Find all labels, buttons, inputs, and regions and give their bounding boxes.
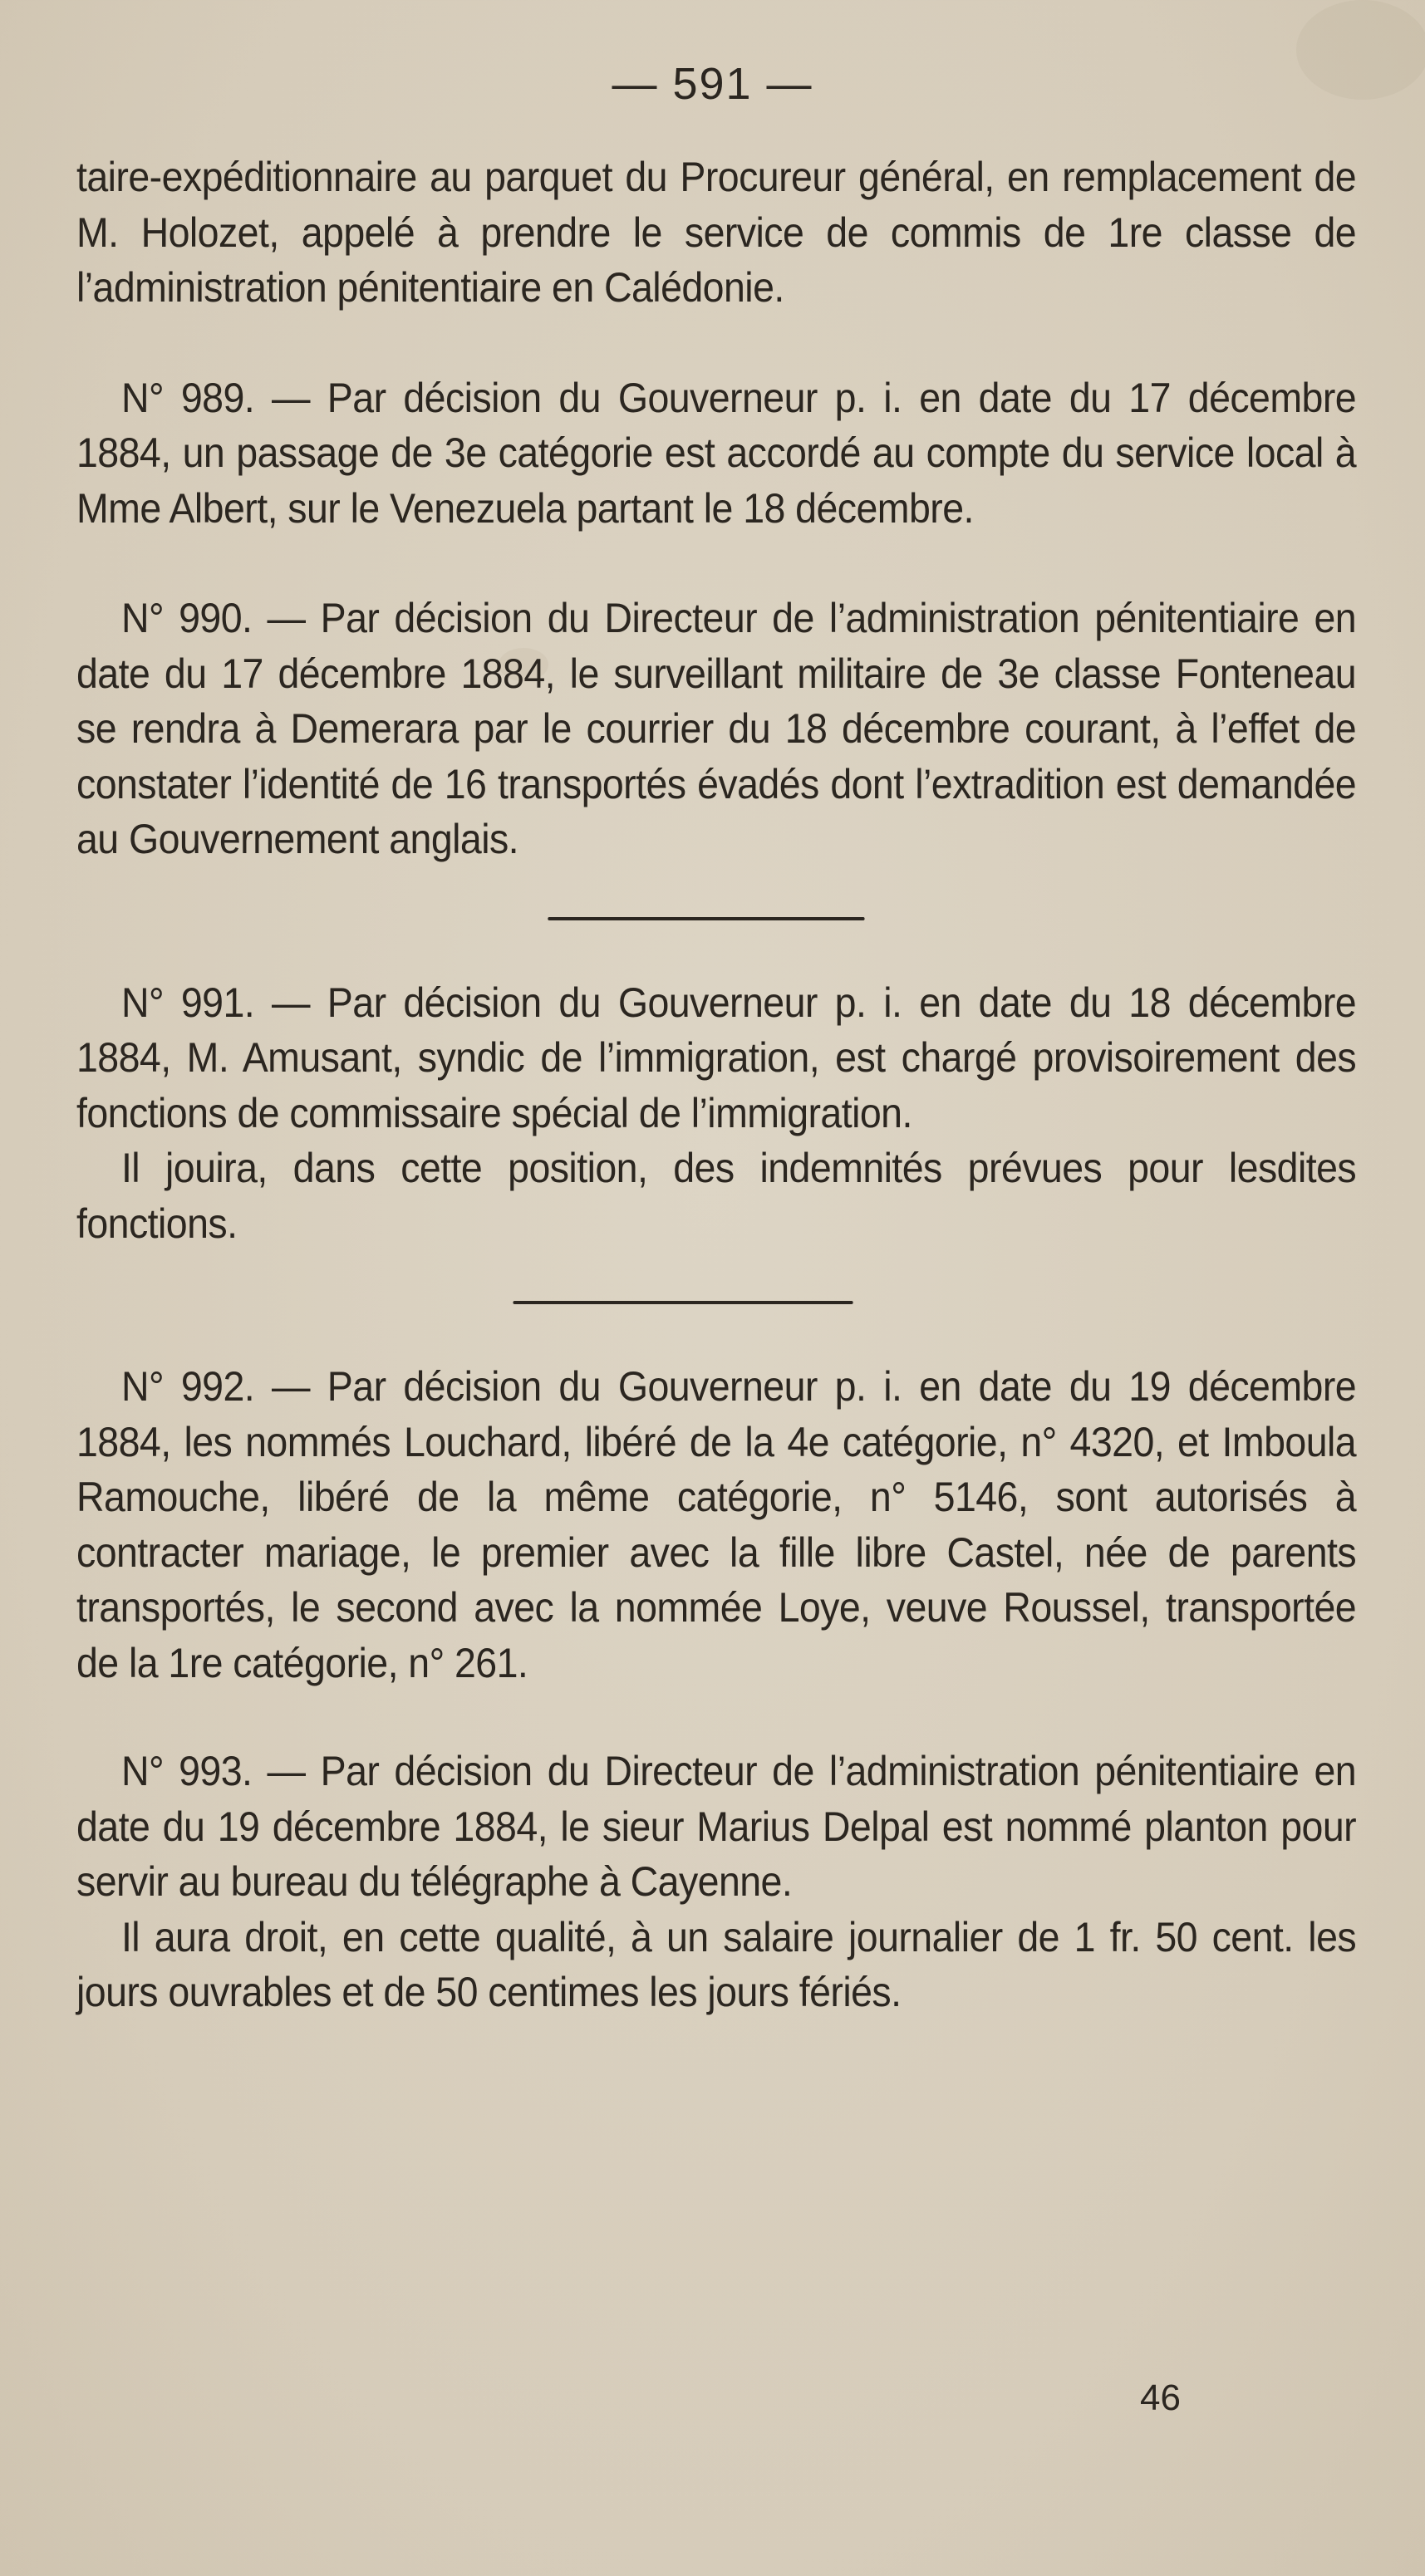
divider-rule <box>513 1301 853 1304</box>
paragraph-decision-989: N° 989. — Par décision du Gouverneur p. i. en date du 17 décembre 1884, un passage de 3e catégorie est accordé au compte du service local à Mme Albert, sur le Venezuela partant le 18 décembre. <box>76 374 1357 532</box>
paragraph-decision-993: N° 993. — Par décision du Directeur de l’administration pénitentiaire en date du 19 décembre 1884, le sieur Marius Delpal est nommé planton pour servir au bureau du télégraphe à Cayenne. <box>76 1748 1357 1905</box>
section-divider <box>76 1251 1356 1359</box>
page-body <box>76 150 1356 2020</box>
divider-rule <box>548 917 864 920</box>
printer-signature-mark: 46 <box>1140 2377 1181 2418</box>
paragraph-continuation: taire-expéditionnaire au parquet du Procureur général, en remplacement de M. Holozet, appelé à prendre le service de commis de 1re classe de l’administration pénitentiaire en Calédonie. <box>76 154 1357 311</box>
page-number: — 591 — <box>612 59 813 109</box>
paragraph-decision-990: N° 990. — Par décision du Directeur de l’administration pénitentiaire en date du 17 décembre 1884, le surveillant militaire de 3e classe Fonteneau se rendra à Demerara par le courrier du 18 décembre courant, à l’effet de constater l’identité de 16 transportés évadés dont l’extradition est demandée au Gouvernement anglais. <box>76 595 1357 862</box>
paragraph-decision-991: N° 991. — Par décision du Gouverneur p. i. en date du 18 décembre 1884, M. Amusant, syndic de l’immigration, est chargé provisoirement des fonctions de commissaire spécial de l’immigration. <box>76 979 1357 1136</box>
paragraph-decision-993-continued: Il aura droit, en cette qualité, à un salaire journalier de 1 fr. 50 cent. les jours ouvrables et de 50 centimes les jours fériés. <box>76 1913 1357 2015</box>
paragraph-decision-992: N° 992. — Par décision du Gouverneur p. i. en date du 19 décembre 1884, les nommés Louchard, libéré de la 4e catégorie, n° 4320, et Imboula Ramouche, libéré de la même catégorie, n° 5146, sont autorisés à contracter mariage, le premier avec la fille libre Castel, née de parents transportés, le second avec la nommée Loye, veuve Roussel, transportée de la 1re catégorie, n° 261. <box>76 1363 1357 1686</box>
section-divider <box>76 867 1356 975</box>
paragraph-decision-991-continued: Il jouira, dans cette position, des indemnités prévues pour lesdites fonctions. <box>76 1145 1357 1247</box>
